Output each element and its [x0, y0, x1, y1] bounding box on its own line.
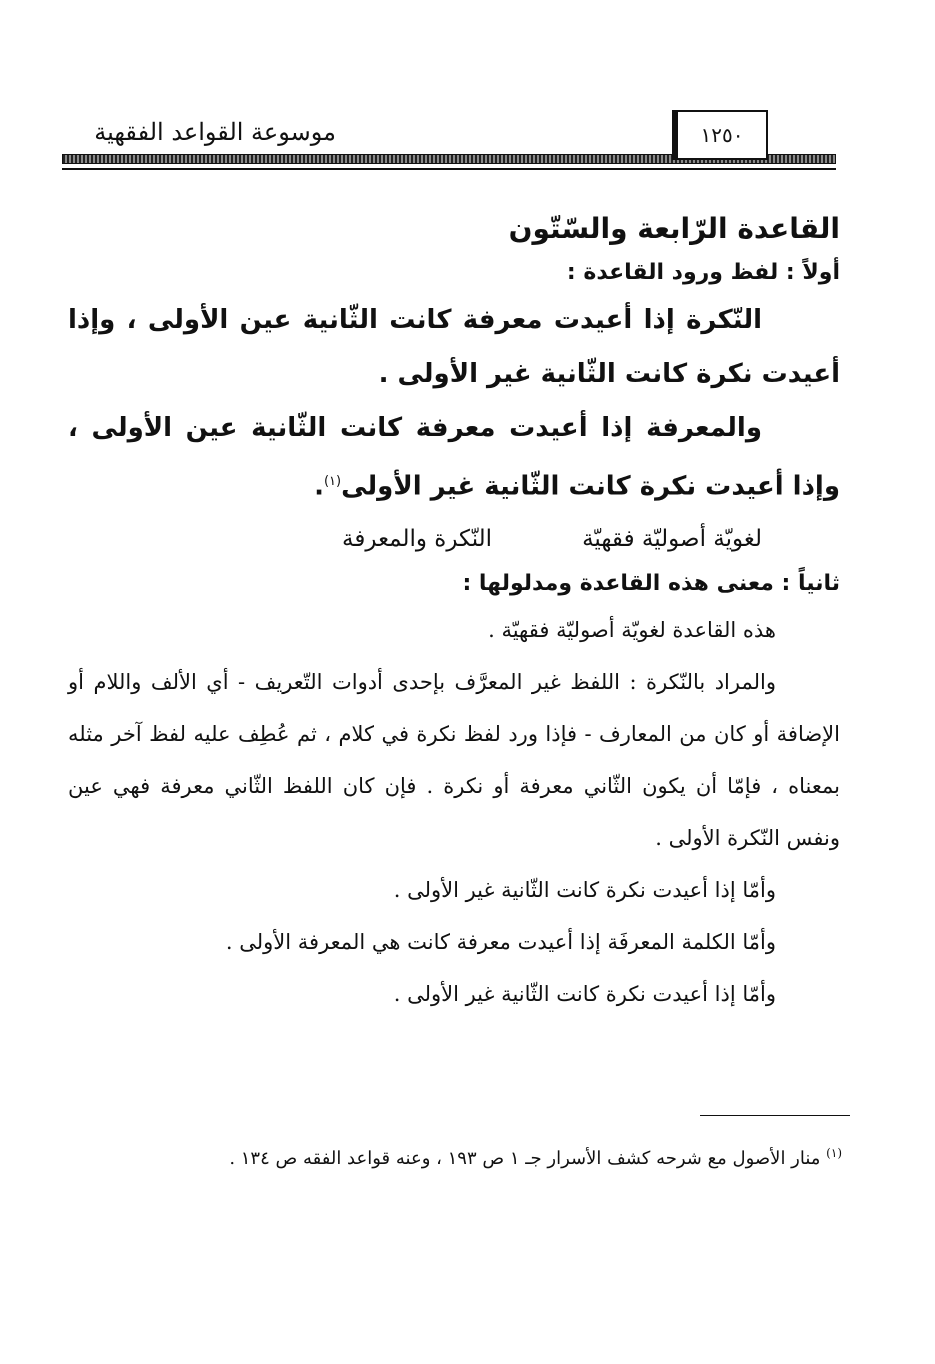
footnote-marker: (١) — [323, 474, 342, 489]
classification-tags — [68, 514, 840, 564]
body-paragraph-1: هذه القاعدة لغويّة أصوليّة فقهيّة . — [488, 617, 776, 642]
rule-paragraph-2-text: والمعرفة إذا أعيدت معرفة كانت الثّانية عين الأولى ، وإذا أعيدت نكرة كانت الثّانية غير الأولى — [68, 413, 840, 502]
page-number: ١٢٥٠ — [672, 110, 768, 160]
body-paragraph-2: والمراد بالنّكرة : اللفظ غير المعرَّف بإحدى أدوات التّعريف - أي الألف واللام أو الإضافة أو كان من المعارف - فإذا ورد لفظ نكرة في كلام ، ثم عُطِف عليه لفظ آخر مثله بمعناه ، فإمّا أن يكون الثّاني معرفة أو نكرة . فإن كان اللفظ الثّاني معرفة فهي عين ونفس النّكرة الأولى . — [68, 669, 840, 850]
second-subheading: ثانياً : معنى هذه القاعدة ومدلولها : — [462, 570, 840, 596]
header-rule-thin — [62, 168, 836, 170]
tag-topic: النّكرة والمعرفة — [342, 525, 493, 552]
page-header — [62, 108, 836, 180]
footnote-text: منار الأصول مع شرحه كشف الأسرار جـ ١ ص ١٩٣ ، وعنه قواعد الفقه ص ١٣٤ . — [229, 1148, 821, 1169]
rule-paragraph-1: النّكرة إذا أعيدت معرفة كانت الثّانية عين الأولى ، وإذا أعيدت نكرة كانت الثّانية غير الأولى . — [68, 305, 840, 389]
body-paragraph-3: وأمّا إذا أعيدت نكرة كانت الثّانية غير الأولى . — [393, 877, 776, 902]
section-heading: القاعدة الرّابعة والسّتّون — [508, 212, 840, 245]
body-paragraph-4: وأمّا الكلمة المعرفَة إذا أعيدت معرفة كانت هي المعرفة الأولى . — [225, 929, 776, 954]
rule-paragraph-2: والمعرفة إذا أعيدت معرفة كانت الثّانية عين الأولى ، وإذا أعيدت نكرة كانت الثّانية غير الأولى$^{(١)}$. — [68, 413, 840, 502]
page-content — [68, 205, 840, 1020]
footnote — [80, 1130, 842, 1182]
footnote-separator — [700, 1115, 850, 1116]
first-subheading: أولاً : لفظ ورود القاعدة : — [566, 260, 840, 285]
body-paragraph-5: وأمّا إذا أعيدت نكرة كانت الثّانية غير الأولى . — [393, 981, 776, 1006]
running-header-title: موسوعة القواعد الفقهية — [94, 118, 336, 146]
footnote-number: (١) — [826, 1146, 842, 1160]
tag-category: لغويّة أصوليّة فقهيّة — [582, 525, 762, 552]
